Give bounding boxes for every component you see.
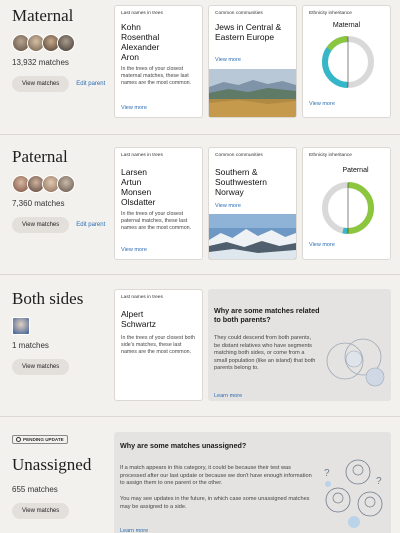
last-names-list — [115, 161, 202, 207]
view-more-link[interactable]: View more — [309, 101, 335, 107]
learn-more-link[interactable]: Learn more — [214, 393, 243, 399]
last-name: Olsdatter — [121, 197, 156, 207]
card-description: In the trees of your closest maternal matches, these last names are the most common. — [121, 66, 192, 86]
unassigned-view-matches-button[interactable]: View matches — [12, 503, 69, 519]
svg-text:?: ? — [376, 476, 382, 487]
info-body-1: If a match appears in this category, it could be because their test was processed after our last update or because we don't have enough information to assign them to one parent or the other. — [120, 465, 312, 486]
card-header: Last names in trees — [121, 153, 163, 158]
paternal-edit-parent-link[interactable]: Edit parent — [76, 222, 106, 228]
maternal-avatars — [12, 34, 110, 52]
community-name: Jews in Central & Eastern Europe — [215, 22, 282, 42]
maternal-section — [0, 0, 400, 130]
maternal-ethnicity-ring — [321, 35, 375, 89]
last-name: Kohn — [121, 22, 141, 32]
maternal-match-count: 13,932 matches — [12, 58, 69, 67]
avatar[interactable] — [57, 34, 75, 52]
badge-label: PENDING UPDATE — [23, 437, 64, 442]
both-sides-title: Both sides — [12, 289, 84, 308]
overlapping-circles-icon — [323, 329, 389, 389]
section-divider — [0, 134, 400, 135]
section-divider — [0, 416, 400, 417]
both-sides-view-matches-button[interactable]: View matches — [12, 359, 69, 375]
maternal-edit-parent-link[interactable]: Edit parent — [76, 81, 106, 87]
landscape-photo — [209, 69, 296, 118]
last-name: Schwartz — [121, 319, 156, 329]
paternal-communities-card[interactable] — [208, 147, 297, 260]
maternal-view-matches-button[interactable]: View matches — [12, 76, 69, 92]
info-title: Why are some matches related to both parents? — [214, 306, 320, 324]
paternal-ethnicity-ring — [321, 181, 375, 235]
info-title: Why are some matches unassigned? — [120, 441, 247, 450]
section-divider — [0, 274, 400, 275]
view-more-link[interactable]: View more — [309, 242, 335, 248]
maternal-communities-card[interactable] — [208, 5, 297, 118]
card-header: Common communities — [215, 11, 263, 16]
maternal-title: Maternal — [12, 6, 74, 25]
last-name: Alexander — [121, 42, 160, 52]
view-more-link[interactable]: View more — [215, 57, 241, 63]
last-name: Rosenthal — [121, 32, 160, 42]
svg-text:?: ? — [324, 468, 330, 479]
paternal-avatars — [12, 175, 110, 193]
card-header: Last names in trees — [121, 11, 163, 16]
unknown-people-icon — [316, 454, 388, 533]
both-sides-section — [0, 280, 400, 410]
ethnicity-parent-label: Paternal — [342, 167, 369, 174]
maternal-ethnicity-card[interactable] — [302, 5, 391, 118]
paternal-match-count: 7,360 matches — [12, 199, 65, 208]
last-name: Alpert — [121, 309, 144, 319]
both-sides-match-count: 1 matches — [12, 341, 49, 350]
card-description: In the trees of your closest paternal matches, these last names are the most common. — [121, 211, 192, 231]
view-more-link[interactable]: View more — [215, 203, 241, 209]
ethnicity-parent-label: Maternal — [332, 22, 361, 29]
clock-icon — [16, 437, 21, 442]
unassigned-match-count: 655 matches — [12, 485, 58, 494]
unassigned-section — [0, 420, 400, 533]
paternal-last-names-card[interactable] — [114, 147, 203, 260]
learn-more-link[interactable]: Learn more — [120, 528, 149, 533]
unassigned-info-panel — [114, 432, 391, 533]
card-header: Last names in trees — [121, 295, 163, 300]
avatar[interactable] — [57, 175, 75, 193]
maternal-last-names-card[interactable] — [114, 5, 203, 118]
unassigned-title: Unassigned — [12, 455, 92, 474]
view-more-link[interactable]: View more — [121, 105, 147, 111]
last-name: Monsen — [121, 187, 152, 197]
paternal-ethnicity-card[interactable] — [302, 147, 391, 260]
card-header: Ethnicity inheritance — [309, 153, 352, 158]
both-sides-last-names-card[interactable] — [114, 289, 203, 401]
last-names-list — [115, 303, 202, 329]
pending-update-badge — [12, 435, 68, 444]
paternal-section — [0, 140, 400, 270]
view-more-link[interactable]: View more — [121, 247, 147, 253]
last-names-list — [115, 19, 202, 62]
last-name: Aron — [121, 52, 139, 62]
both-sides-info-panel — [208, 289, 391, 401]
both-sides-avatars — [12, 317, 110, 335]
card-header: Ethnicity inheritance — [309, 11, 352, 16]
paternal-view-matches-button[interactable]: View matches — [12, 217, 69, 233]
paternal-title: Paternal — [12, 147, 68, 166]
avatar[interactable] — [12, 317, 30, 335]
landscape-photo — [209, 214, 296, 260]
card-description: In the trees of your closest both side's matches, these last names are the most common. — [121, 335, 195, 355]
info-body: They could descend from both parents, be distant relatives who have segments matching both sides, or come from a small population (like an island) that both parents belong to. — [214, 335, 316, 371]
last-name: Artun — [121, 177, 142, 187]
card-header: Common communities — [215, 153, 263, 158]
community-name: Southern & Southwestern Norway — [215, 167, 267, 197]
info-body-2: You may see updates in the future, in which case some unassigned matches may be assigned to a side. — [120, 496, 310, 510]
last-name: Larsen — [121, 167, 147, 177]
